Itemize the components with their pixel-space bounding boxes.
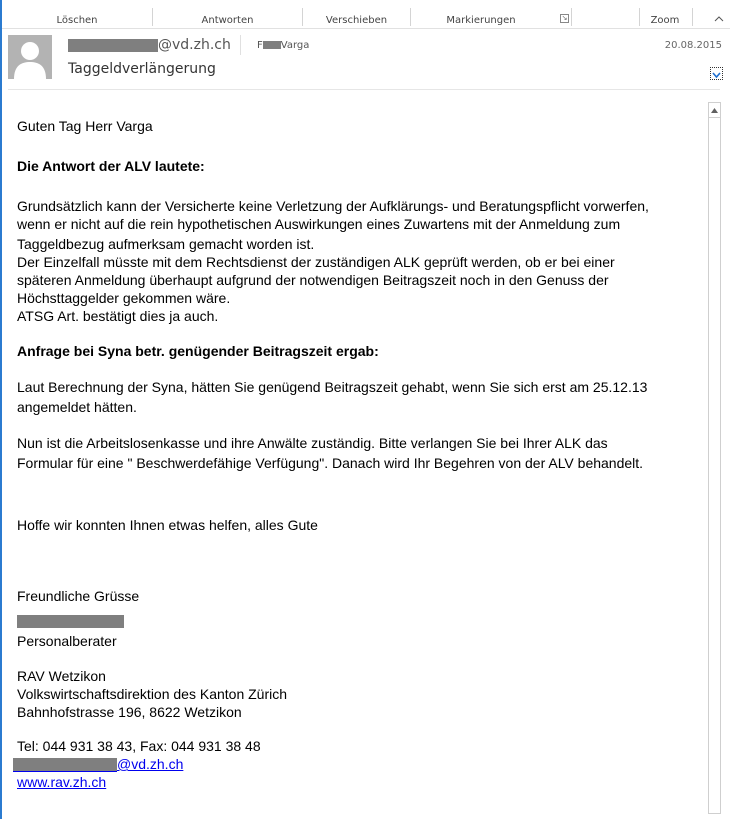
- signature-title: Personalberater: [17, 633, 117, 649]
- ribbon-group-empty: [572, 8, 639, 28]
- chevron-down-icon[interactable]: [710, 67, 723, 80]
- ribbon-group-label: Zoom: [650, 15, 680, 26]
- email-link[interactable]: @vd.zh.ch: [117, 756, 184, 772]
- ribbon-group-labels: [2, 0, 730, 29]
- signature-website: [17, 773, 697, 791]
- sender-address[interactable]: [68, 37, 231, 53]
- paragraph-line: angemeldet hätten.: [17, 399, 137, 415]
- paragraph-line: Höchsttaggelder gekommen wäre.: [17, 290, 231, 306]
- scroll-up-arrow-icon[interactable]: [709, 103, 720, 118]
- ribbon-group-respond[interactable]: [153, 8, 302, 28]
- person-icon: [8, 35, 52, 79]
- website-link[interactable]: www.rav.zh.ch: [17, 774, 107, 790]
- message-header: [2, 29, 730, 91]
- ribbon-group-move[interactable]: [303, 8, 410, 28]
- signature-email[interactable]: [13, 755, 697, 773]
- signature-department: Volkswirtschaftsdirektion des Kanton Zürich: [17, 686, 288, 702]
- message-subject: Taggeldverlängerung: [68, 61, 216, 77]
- redacted-sender-name: [68, 39, 158, 52]
- window-left-border: [0, 0, 2, 819]
- ribbon-group-label: Verschieben: [325, 15, 388, 26]
- dialog-launcher-icon[interactable]: ↘: [561, 15, 568, 22]
- signature-org: RAV Wetzikon: [17, 668, 106, 684]
- paragraph-line: Taggeldbezug aufmerksam gemacht worden ist.: [17, 236, 315, 252]
- scroll-thumb[interactable]: [709, 118, 720, 811]
- recipient[interactable]: [257, 40, 309, 51]
- recipient-last-name: Varga: [280, 40, 310, 51]
- redacted-email-user: [13, 758, 117, 772]
- ribbon-group-zoom[interactable]: [640, 8, 690, 28]
- recipient-initial: F: [257, 40, 263, 51]
- ribbon-group-tags[interactable]: [411, 8, 551, 28]
- header-separator: [240, 35, 241, 55]
- vertical-scrollbar[interactable]: [708, 102, 721, 814]
- header-divider: [8, 89, 720, 90]
- paragraph-line: wenn er nicht auf die rein hypothetischen Auswirkungen eines Zuwartens mit der Anmeldung zum: [17, 216, 621, 232]
- paragraph-line: Nun ist die Arbeitslosenkasse und ihre Anwälte zuständig. Bitte verlangen Sie bei Ihrer ALK das: [17, 435, 608, 451]
- ribbon-group-label: Löschen: [56, 15, 98, 26]
- heading-alv-answer: Die Antwort der ALV lautete:: [17, 158, 205, 174]
- paragraph-line: Laut Berechnung der Syna, hätten Sie genügend Beitragszeit gehabt, wenn Sie sich erst am 25.12.13: [17, 379, 648, 395]
- greeting: Guten Tag Herr Varga: [17, 118, 153, 134]
- ribbon-group-label: Antworten: [201, 15, 254, 26]
- chevron-up-icon[interactable]: [712, 12, 726, 24]
- ribbon-group-delete[interactable]: [2, 8, 152, 28]
- redacted-recipient-name: [263, 41, 281, 49]
- closing-wish: Hoffe wir konnten Ihnen etwas helfen, alles Gute: [17, 517, 318, 533]
- redacted-signature-name: [17, 615, 124, 628]
- ribbon-group-label: Markierungen: [446, 15, 516, 26]
- signature-address: Bahnhofstrasse 196, 8622 Wetzikon: [17, 704, 242, 720]
- paragraph-line: Grundsätzlich kann der Versicherte keine Verletzung der Aufklärungs- und Beratungspflicht vorwerfen,: [17, 198, 649, 214]
- signoff: Freundliche Grüsse: [17, 588, 140, 604]
- signature-phone: Tel: 044 931 38 43, Fax: 044 931 38 48: [17, 738, 261, 754]
- paragraph-line: Der Einzelfall müsste mit dem Rechtsdienst der zuständigen ALK geprüft werden, ob er bei einer: [17, 254, 615, 270]
- paragraph-line: späteren Anmeldung überhaupt aufgrund der notwendigen Beitragszeit noch in den Genuss der: [17, 272, 609, 288]
- message-body: [17, 117, 697, 791]
- paragraph-line: Formular für eine " Beschwerdefähige Verfügung". Danach wird Ihr Begehren von der ALV behandelt.: [17, 455, 644, 471]
- paragraph-line: ATSG Art. bestätigt dies ja auch.: [17, 308, 219, 324]
- sender-domain: @vd.zh.ch: [158, 37, 231, 53]
- ribbon-separator: [692, 8, 693, 26]
- heading-syna-request: Anfrage bei Syna betr. genügender Beitragszeit ergab:: [17, 343, 379, 359]
- message-date: 20.08.2015: [664, 40, 722, 51]
